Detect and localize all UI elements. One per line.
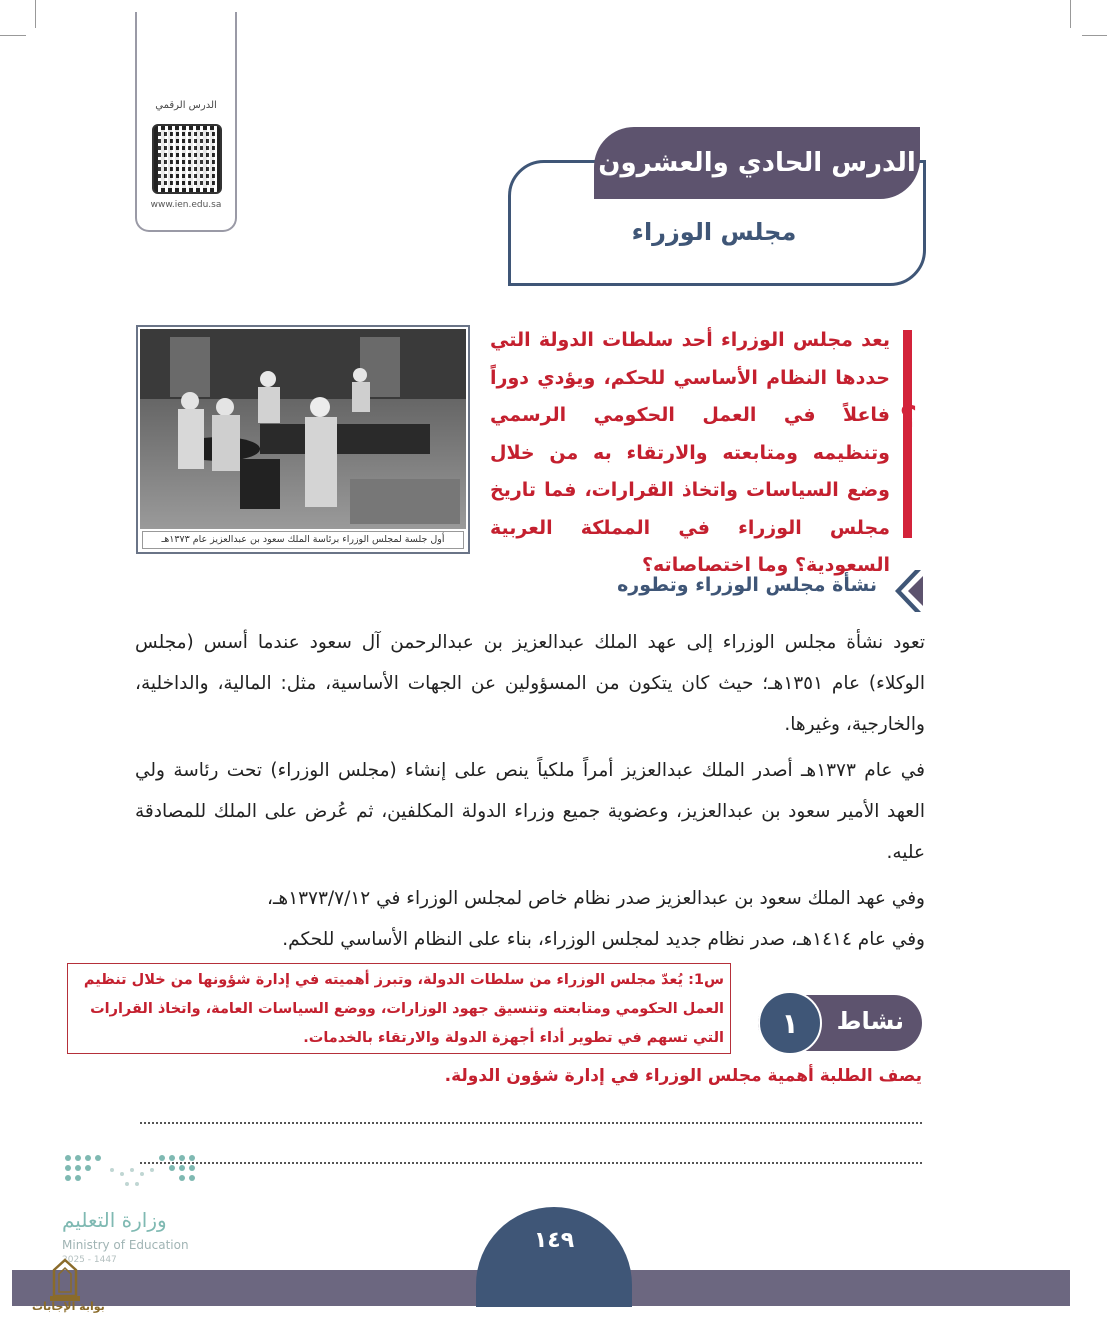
intro-paragraph: يعد مجلس الوزراء أحد سلطات الدولة التي حددها النظام الأساسي للحكم، ويؤدي دوراً فاعلاً في العمل الحكومي الرسمي وتنظيمه ومتابعته والارتقاء به من خلال وضع السياسات واتخاذ القرارات، فما تاريخ مجلس الوزراء في المملكة العربية السعودية؟ وما اختصاصاته؟ [490,329,890,576]
ministry-name-arabic: وزارة التعليم [62,1208,167,1232]
answer-box: س1: يُعدّ مجلس الوزراء من سلطات الدولة، وتبرز أهميته في إدارة شؤونها من خلال تنظيم العمل الحكومي ومتابعته وتنسيق جهود الوزارات، ووضع السياسات العامة، واتخاذ القرارات التي تسهم في تطوير أداء أجهزة الدولة والارتقاء بالخدمات. [67,963,731,1054]
crop-mark [0,35,26,36]
section-title: نشأة مجلس الوزراء وتطوره [617,574,877,596]
crop-mark [1082,35,1107,36]
paragraph-line: وفي عهد الملك سعود بن عبدالعزيز صدر نظام خاص لمجلس الوزراء في ١٣٧٣/٧/١٢هـ، [267,888,925,909]
page-number-tab [476,1207,632,1307]
activity-text: يصف الطلبة أهمية مجلس الوزراء في إدارة شؤون الدولة. [444,1066,922,1086]
crop-mark [35,0,36,28]
section-chevron-icon [893,570,923,612]
digital-lesson-tab[interactable] [135,12,237,232]
paragraph-origin: تعود نشأة مجلس الوزراء إلى عهد الملك عبدالعزيز بن عبدالرحمن آل سعود عندما أسس (مجلس الوكلاء) عام ١٣٥١هـ؛ حيث كان يتكون من المسؤولين عن الجهات الأساسية، مثل: المالية، والداخلية، والخارجية، وغيرها. [135,632,925,735]
page-number: ١٤٩ [533,1228,575,1253]
paragraph-line: وفي عام ١٤١٤هـ، صدر نظام جديد لمجلس الوزراء، بناء على النظام الأساسي للحكم. [282,929,925,950]
council-meeting-photo-icon [140,329,466,529]
activity-label: نشاط [836,1007,904,1035]
qr-code-icon[interactable] [152,124,222,194]
ministry-name-english: Ministry of Education [62,1238,189,1252]
watermark-lantern-icon [46,1258,84,1302]
paragraph-systems [135,878,925,960]
qr-url[interactable]: www.ien.edu.sa [150,200,222,210]
photo-caption: أول جلسة لمجلس الوزراء برئاسة الملك سعود بن عبدالعزيز عام ١٣٧٣هـ [142,531,464,549]
digital-lesson-label: الدرس الرقمي [155,100,217,111]
watermark-text: بوابة الإجابات [32,1300,105,1313]
crop-mark [1070,0,1071,28]
paragraph-1373: في عام ١٣٧٣هـ أصدر الملك عبدالعزيز أمراً ملكياً ينص على إنشاء (مجلس الوزراء) تحت رئاسة ولي العهد الأمير سعود بن عبدالعزيز، وعضوية جميع وزراء الدولة المكلفين، ثم عُرض على الملك للمصادقة عليه. [135,760,925,863]
lesson-title: مجلس الوزراء [631,218,797,246]
activity-badge [758,995,922,1051]
lesson-number-title: الدرس الحادي والعشرون [594,127,920,199]
question-mark-icon: ؟ [899,400,917,435]
answer-line [140,1122,922,1124]
ministry-year: 2025 - 1447 [62,1255,117,1265]
answer-line [140,1162,922,1164]
activity-number: ١ [758,991,822,1055]
ministry-logo-icon [62,1150,202,1200]
historical-photo [136,325,470,554]
